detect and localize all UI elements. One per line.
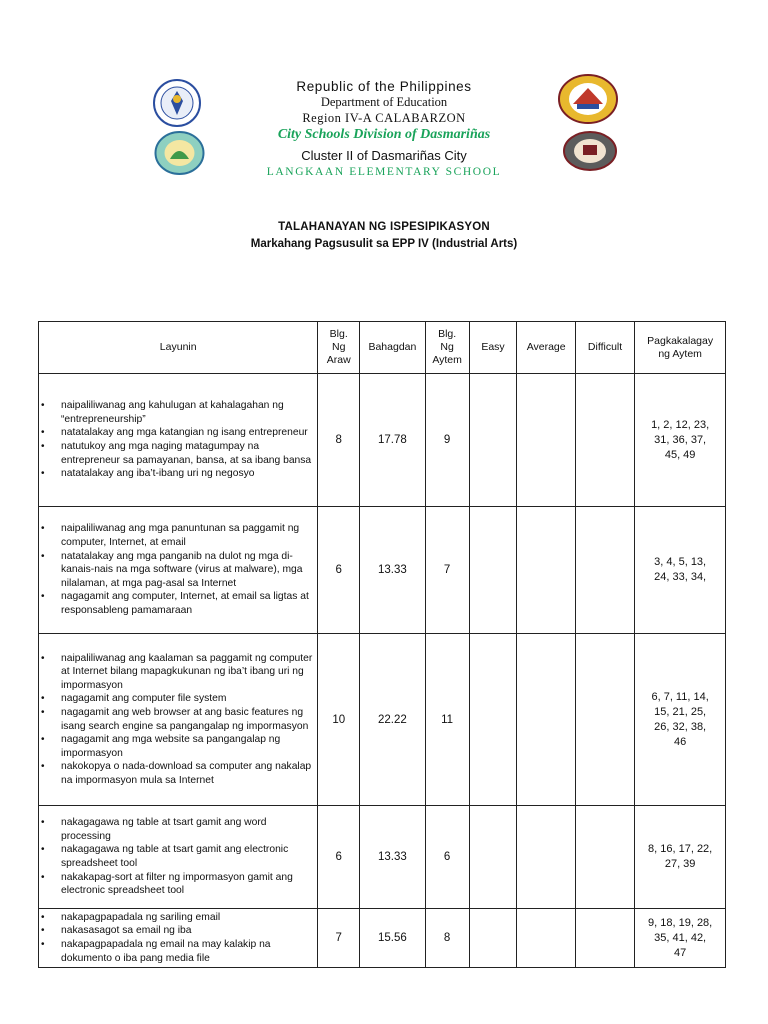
bahagdan-cell: 13.33 — [360, 806, 426, 909]
average-cell — [517, 806, 575, 909]
document-title: TALAHANAYAN NG ISPESIPIKASYON — [278, 221, 490, 233]
difficult-cell — [575, 806, 634, 909]
objective-item: • nagagamit ang mga website sa pangangalap ng impormasyon — [61, 733, 317, 760]
objective-item: • natatalakay ang iba’t-ibang uri ng negosyo — [61, 467, 317, 481]
school-name: LANGKAAN ELEMENTARY SCHOOL — [266, 166, 502, 178]
objectives-cell — [39, 909, 318, 968]
header-blg-araw: Blg. Ng Araw — [318, 322, 360, 374]
objective-item: • naipaliliwanag ang mga panuntunan sa paggamit ng computer, Internet, at email — [61, 522, 317, 549]
araw-cell: 10 — [318, 634, 360, 806]
objective-item: • natatalakay ang mga katangian ng isang entrepreneur — [61, 426, 317, 440]
aytem-cell: 8 — [425, 909, 469, 968]
placement-cell: 6, 7, 11, 14, 15, 21, 25, 26, 32, 38, 46 — [635, 634, 726, 806]
bahagdan-cell: 15.56 — [360, 909, 426, 968]
header-layunin: Layunin — [39, 322, 318, 374]
table-row — [39, 374, 726, 507]
average-cell — [517, 909, 575, 968]
objectives-cell — [39, 374, 318, 507]
aytem-cell: 9 — [425, 374, 469, 507]
average-cell — [517, 374, 575, 507]
easy-cell — [469, 507, 517, 634]
placement-cell: 9, 18, 19, 28, 35, 41, 42, 47 — [635, 909, 726, 968]
difficult-cell — [575, 374, 634, 507]
easy-cell — [469, 909, 517, 968]
easy-cell — [469, 374, 517, 507]
araw-cell: 6 — [318, 507, 360, 634]
placement-cell: 8, 16, 17, 22, 27, 39 — [635, 806, 726, 909]
difficult-cell — [575, 634, 634, 806]
objective-item: • natatalakay ang mga panganib na dulot ng mga di-kanais-nais na mga software (virus at malware), mga nilalaman, at mga pag-asal sa Internet — [61, 550, 317, 591]
easy-cell — [469, 634, 517, 806]
placement-cell: 3, 4, 5, 13, 24, 33, 34, — [635, 507, 726, 634]
placement-cell: 1, 2, 12, 23, 31, 36, 37, 45, 49 — [635, 374, 726, 507]
difficult-cell — [575, 909, 634, 968]
objective-item: • nakapagpapadala ng email na may kalakip na dokumento o iba pang media file — [61, 938, 317, 965]
objective-item: • nakakapag-sort at filter ng impormasyon gamit ang electronic spreadsheet tool — [61, 871, 317, 898]
division-line: City Schools Division of Dasmariñas — [277, 127, 491, 142]
average-cell — [517, 507, 575, 634]
republic-line: Republic of the Philippines — [296, 79, 472, 94]
objective-item: • naipaliliwanag ang kaalaman sa paggamit ng computer at Internet bilang mapagkukunan ng iba’t ibang uri ng impormasyon — [61, 652, 317, 693]
department-line: Department of Education — [320, 95, 448, 109]
objective-item: • nagagamit ang computer, Internet, at email sa ligtas at responsableng pamamaraan — [61, 590, 317, 617]
objective-item: • nakagagawa ng table at tsart gamit ang electronic spreadsheet tool — [61, 843, 317, 870]
header-easy: Easy — [469, 322, 517, 374]
header-pagkakalagay: Pagkakalagay ng Aytem — [635, 322, 726, 374]
table-row — [39, 634, 726, 806]
objective-item: • nagagamit ang computer file system — [61, 692, 317, 706]
difficult-cell — [575, 507, 634, 634]
document-subtitle: Markahang Pagsusulit sa EPP IV (Industrial Arts) — [250, 238, 518, 250]
bahagdan-cell: 13.33 — [360, 507, 426, 634]
cluster-line: Cluster II of Dasmariñas City — [301, 148, 467, 163]
aytem-cell: 11 — [425, 634, 469, 806]
bahagdan-cell: 22.22 — [360, 634, 426, 806]
objective-item: • natutukoy ang mga naging matagumpay na entrepreneur sa pamayanan, bansa, at sa ibang bansa — [61, 440, 317, 467]
bahagdan-cell: 17.78 — [360, 374, 426, 507]
table-header-row — [39, 322, 726, 374]
average-cell — [517, 634, 575, 806]
header-difficult: Difficult — [575, 322, 634, 374]
table-row — [39, 507, 726, 634]
easy-cell — [469, 806, 517, 909]
table-row — [39, 806, 726, 909]
objectives-cell — [39, 634, 318, 806]
araw-cell: 8 — [318, 374, 360, 507]
aytem-cell: 7 — [425, 507, 469, 634]
objective-item: • nagagamit ang web browser at ang basic features ng isang search engine sa pangangalap ng impormasyon — [61, 706, 317, 733]
araw-cell: 7 — [318, 909, 360, 968]
objective-item: • nakapagpapadala ng sariling email — [61, 911, 317, 925]
header-average: Average — [517, 322, 575, 374]
objective-item: • nakasasagot sa email ng iba — [61, 924, 317, 938]
region-line: Region IV-A CALABARZON — [302, 111, 466, 125]
specification-table — [38, 321, 726, 968]
objective-item: • nakokopya o nada-download sa computer ang nakalap na impormasyon mula sa Internet — [61, 760, 317, 787]
aytem-cell: 6 — [425, 806, 469, 909]
table-row — [39, 909, 726, 968]
araw-cell: 6 — [318, 806, 360, 909]
objective-item: • naipaliliwanag ang kahulugan at kahalagahan ng “entrepreneurship” — [61, 399, 317, 426]
header-bahagdan: Bahagdan — [360, 322, 426, 374]
objectives-cell — [39, 507, 318, 634]
objective-item: • nakagagawa ng table at tsart gamit ang word processing — [61, 816, 317, 843]
header-blg-aytem: Blg. Ng Aytem — [425, 322, 469, 374]
objectives-cell — [39, 806, 318, 909]
